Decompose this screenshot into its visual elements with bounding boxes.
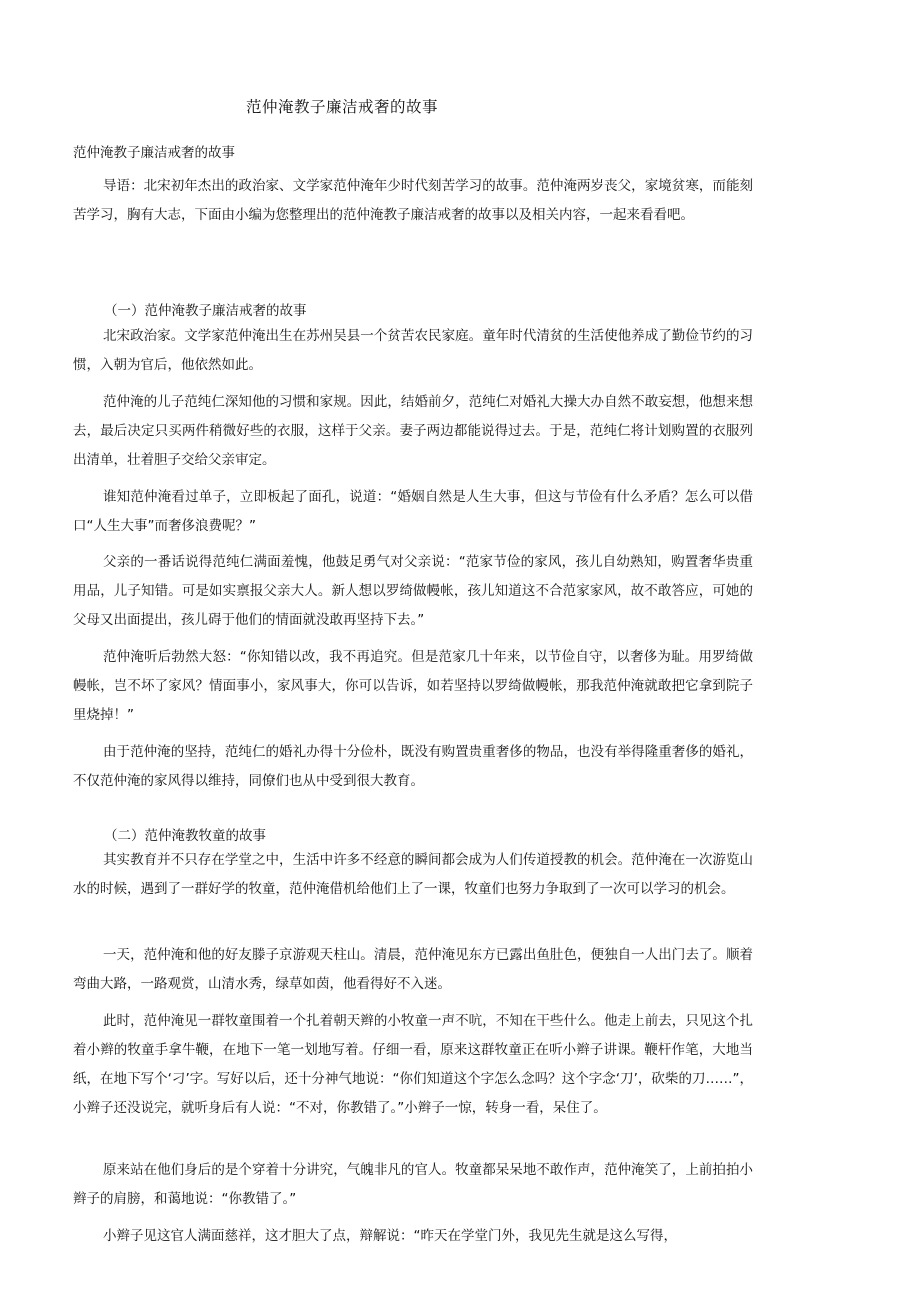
paragraph: 谁知范仲淹看过单子，立即板起了面孔，说道：“婚姻自然是人生大事，但这与节俭有什么矛盾？怎么可以借口“人生大事”而奢侈浪费呢？” xyxy=(73,489,753,534)
document-subtitle: 范仲淹教子廉洁戒奢的故事 xyxy=(73,145,235,161)
paragraph: 范仲淹的儿子范纯仁深知他的习惯和家规。因此，结婚前夕，范纯仁对婚礼大操大办自然不敢妄想，他想来想去，最后决定只买两件稍微好些的衣服，这样于父亲。妻子两边都能说得过去。于是，范纯仁将计划购置的衣服列出清单，壮着胆子交给父亲审定。 xyxy=(73,394,753,468)
paragraph: 北宋政治家。文学家范仲淹出生在苏州吴县一个贫苦农民家庭。童年时代清贫的生活使他养成了勤俭节约的习惯，入朝为官后，他依然如此。 xyxy=(73,328,753,373)
paragraph: 小辫子见这官人满面慈祥，这才胆大了点，辩解说：“昨天在学堂门外，我见先生就是这么写得， xyxy=(103,1228,677,1244)
paragraph: 一天，范仲淹和他的好友滕子京游观天柱山。清晨，范仲淹见东方已露出鱼肚色，便独自一人出门去了。顺着弯曲大路，一路观赏，山清水秀，绿草如茵，他看得好不入迷。 xyxy=(73,947,753,992)
paragraph: 由于范仲淹的坚持，范纯仁的婚礼办得十分俭朴，既没有购置贵重奢侈的物品，也没有举得隆重奢侈的婚礼，不仅范仲淹的家风得以维持，同僚们也从中受到很大教育。 xyxy=(73,744,753,789)
paragraph: 此时，范仲淹见一群牧童围着一个扎着朝天辫的小牧童一声不吭，不知在干些什么。他走上前去，只见这个扎着小辫的牧童手拿牛鞭，在地下一笔一划地写着。仔细一看，原来这群牧童正在听小辫子讲课。鞭杆作笔，大地当纸，在地下写个‘刁’字。写好以后，还十分神气地说：“你们知道这个字怎么念吗？这个字念‘刀’，砍柴的刀……”，小辫子还没说完，就听身后有人说：“不对，你教错了。”小辫子一惊，转身一看，呆住了。 xyxy=(73,1013,753,1116)
paragraph: 父亲的一番话说得范纯仁满面羞愧，他鼓足勇气对父亲说：“范家节俭的家风，孩儿自幼熟知，购置奢华贵重用品，儿子知错。可是如实禀报父亲大人。新人想以罗绮做幔帐，孩儿知道这不合范家家风，故不敢答应，可她的父母又出面提出，孩儿碍于他们的情面就没敢再坚持下去。” xyxy=(73,554,753,628)
intro-paragraph: 导语：北宋初年杰出的政治家、文学家范仲淹年少时代刻苦学习的故事。范仲淹两岁丧父，家境贫寒，而能刻苦学习，胸有大志，下面由小编为您整理出的范仲淹教子廉洁戒奢的故事以及相关内容，一起来看看吧。 xyxy=(73,178,753,223)
paragraph: 范仲淹听后勃然大怒：“你知错以改，我不再追究。但是范家几十年来，以节俭自守，以奢侈为耻。用罗绮做幔帐，岂不坏了家风？情面事小，家风事大，你可以告诉，如若坚持以罗绮做幔帐，那我范仲淹就敢把它拿到院子里烧掉！” xyxy=(73,649,753,723)
paragraph: 其实教育并不只存在学堂之中，生活中许多不经意的瞬间都会成为人们传道授教的机会。范仲淹在一次游览山水的时候，遇到了一群好学的牧童，范仲淹借机给他们上了一课，牧童们也努力争取到了一次可以学习的机会。 xyxy=(73,852,753,897)
document-title: 范仲淹教子廉洁戒奢的故事 xyxy=(246,98,439,116)
paragraph: 原来站在他们身后的是个穿着十分讲究，气魄非凡的官人。牧童都呆呆地不敢作声，范仲淹笑了，上前拍拍小辫子的肩膀，和蔼地说：“你教错了。” xyxy=(73,1162,753,1207)
section-heading-1: （一）范仲淹教子廉洁戒奢的故事 xyxy=(104,303,307,319)
section-heading-2: （二）范仲淹教牧童的故事 xyxy=(104,828,266,844)
